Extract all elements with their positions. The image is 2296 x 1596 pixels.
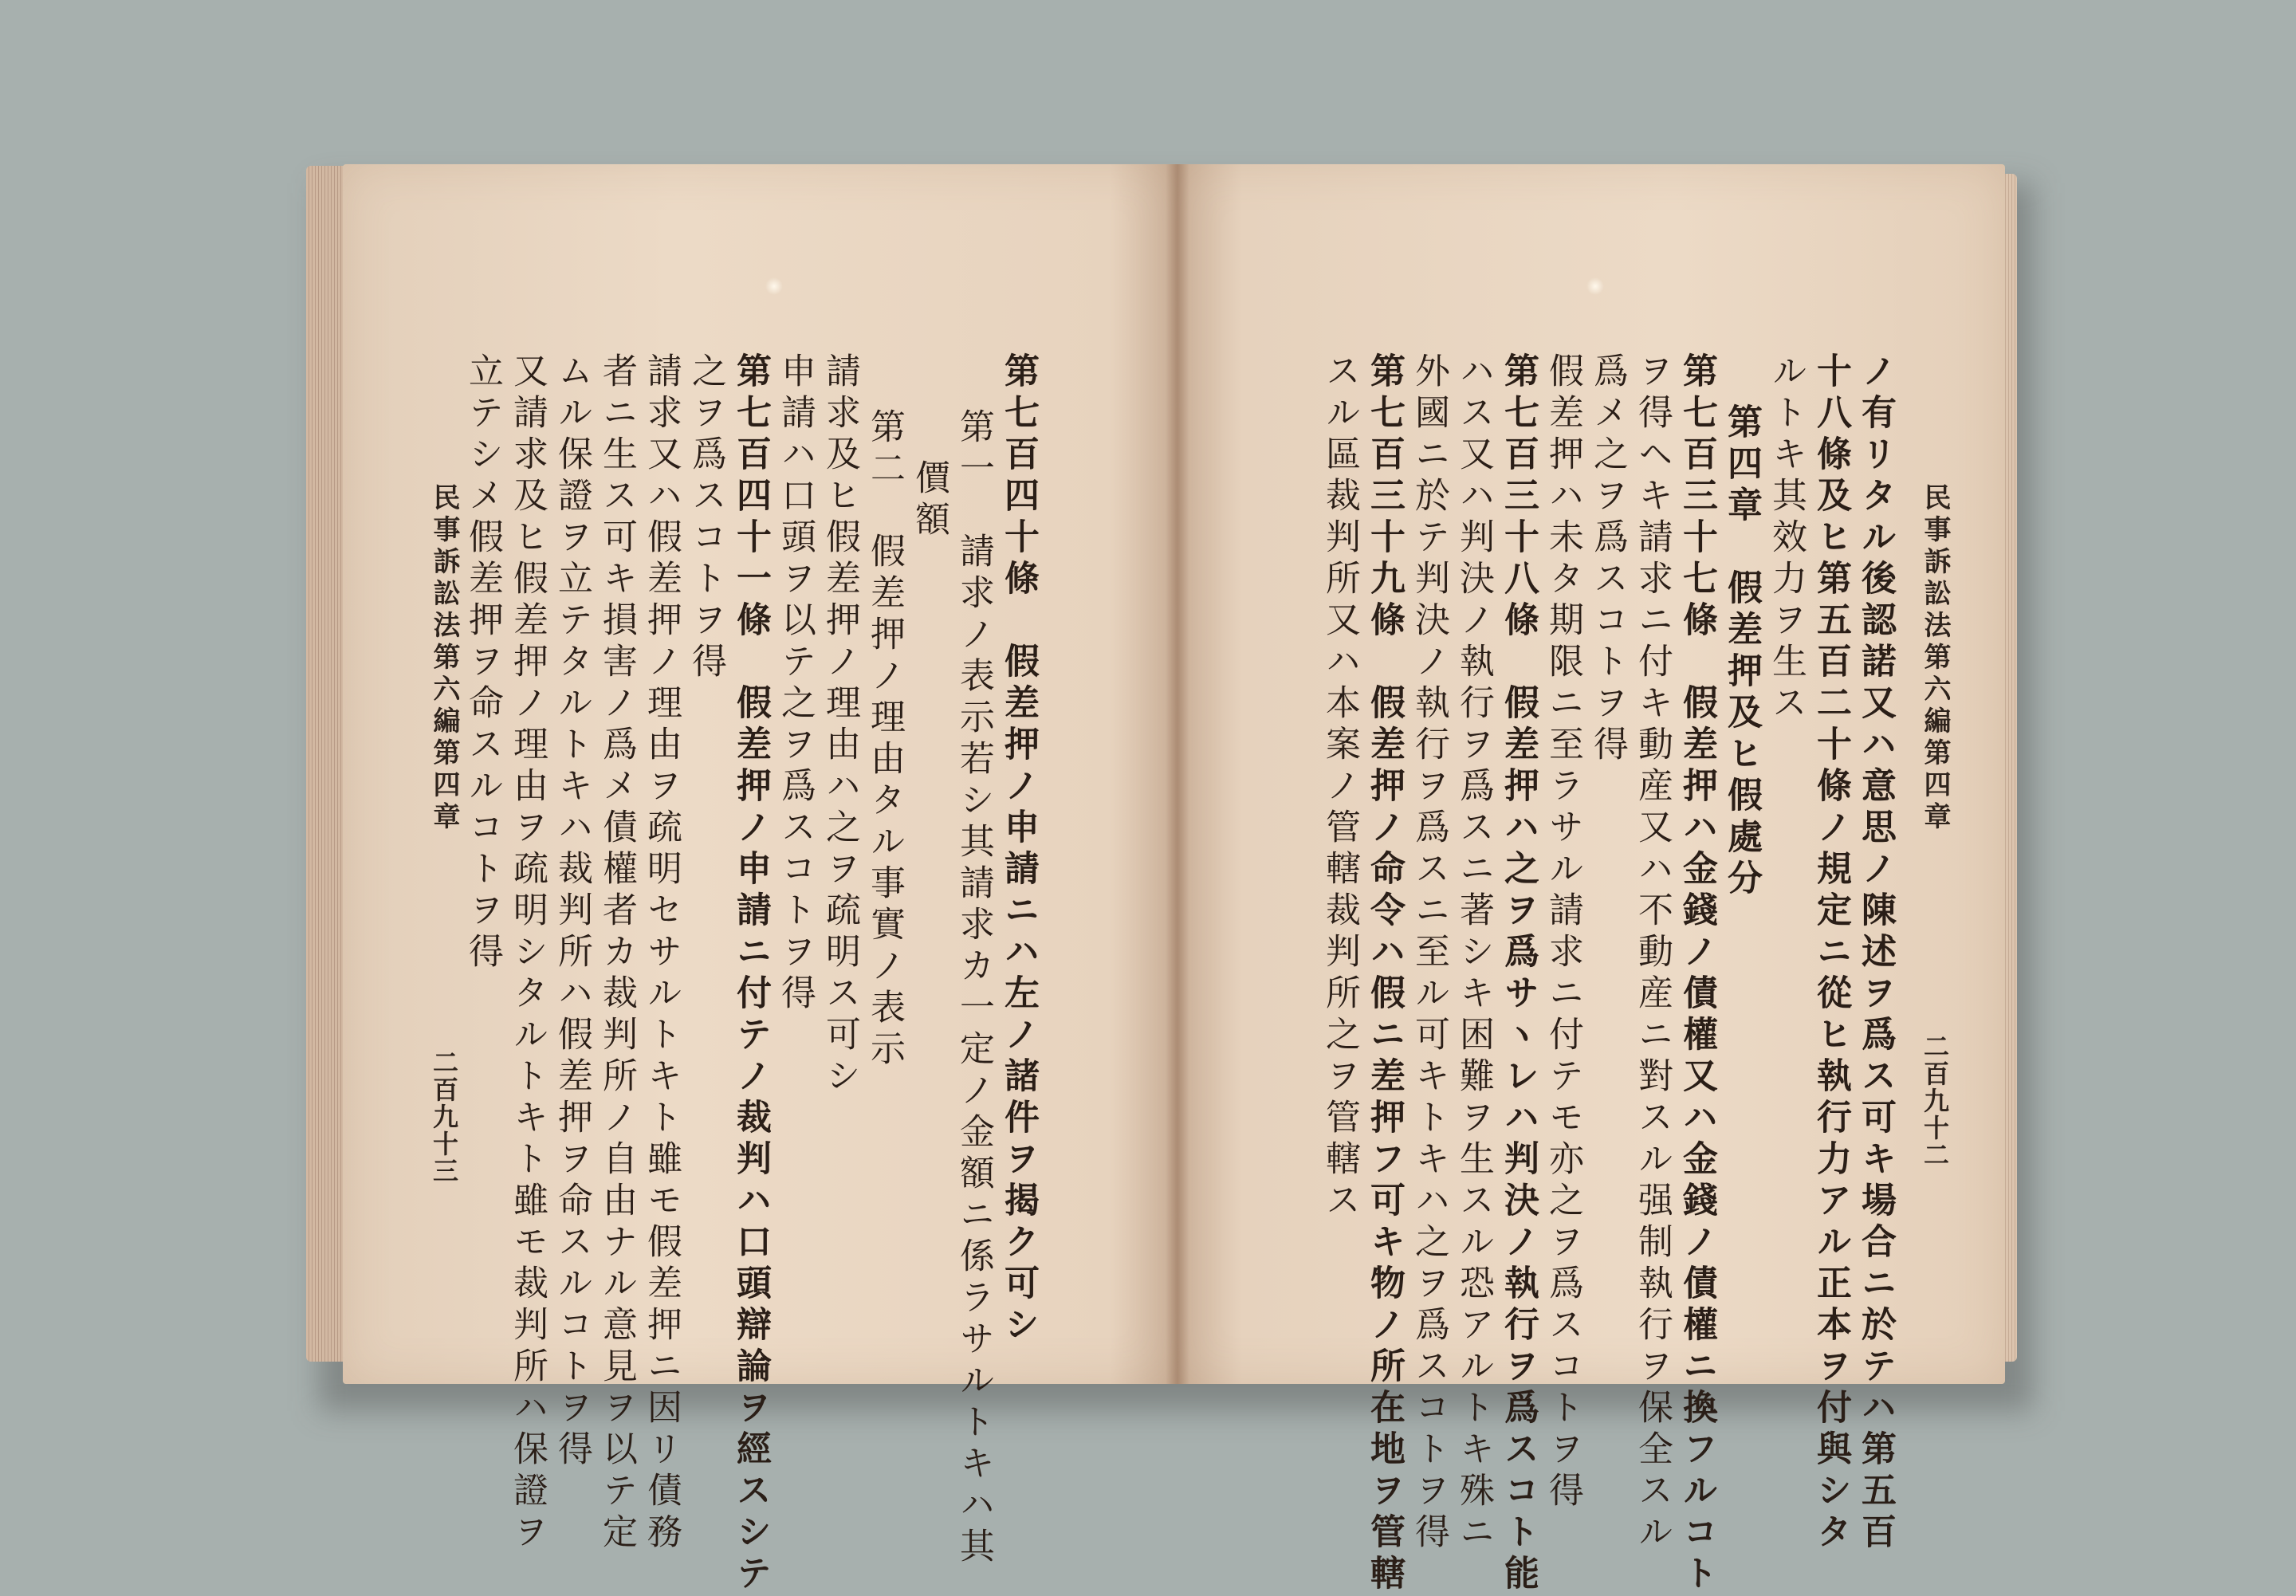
text-line: 第一 請求ノ表示若シ其請求カ一定ノ金額ニ係ラサルトキハ其: [953, 408, 994, 1569]
text-line: 第七百四十一條 假差押ノ申請ニ付テノ裁判ハ口頭辯論ヲ經スシテ: [730, 352, 771, 1596]
text-line: 第七百四十條 假差押ノ申請ニハ左ノ諸件ヲ揭ク可シ: [998, 352, 1039, 1347]
text-line: 第四章 假差押及ヒ假處分: [1721, 403, 1762, 901]
page-number: 二百九十三: [429, 1049, 459, 1185]
text-line: 第七百三十九條 假差押ノ命令ハ假ニ差押フ可キ物ノ所在地ヲ管轄: [1364, 352, 1405, 1596]
text-line: 之ヲ爲スコトヲ得: [686, 352, 726, 684]
right-page: [1176, 164, 2005, 1596]
text-line: ノ有リタル後認諾又ハ意思ノ陳述ヲ爲ス可キ場合ニ於テハ第五百: [1855, 352, 1896, 1555]
text-line: 第七百三十七條 假差押ハ金錢ノ債權又ハ金錢ノ債權ニ換フルコト: [1677, 352, 1717, 1596]
text-line: 請求及ヒ假差押ノ理由ハ之ヲ疏明ス可シ: [820, 352, 860, 1099]
text-line: 假差押ハ未タ期限ニ至ラサル請求ニ付テモ亦之ヲ爲スコトヲ得: [1543, 352, 1583, 1513]
text-line: 十八條及ヒ第五百二十條ノ規定ニ從ヒ執行力アル正本ヲ付與シタ: [1810, 352, 1851, 1555]
text-line: ルトキ其效力ヲ生ス: [1766, 352, 1807, 725]
text-line: 申請ハ口頭ヲ以テ之ヲ爲スコトヲ得: [775, 352, 816, 1016]
text-line: 外國ニ於テ判決ノ執行ヲ爲スニ至ル可キトキハ之ヲ爲スコトヲ得: [1409, 352, 1449, 1555]
left-page: [343, 164, 1176, 1596]
book-spine: [1166, 164, 1189, 1384]
text-line: 又請求及ヒ假差押ノ理由ヲ疏明シタルトキト雖モ裁判所ハ保證ヲ: [507, 352, 548, 1555]
text-line: 價額: [909, 459, 949, 542]
running-header: 民事訴訟法第六編第四章: [428, 483, 460, 834]
page-number: 二百九十二: [1920, 1033, 1950, 1169]
text-line: スル區裁判所又ハ本案ノ管轄裁判所之ヲ管轄ス: [1319, 352, 1360, 1223]
text-line: ハス又ハ判決ノ執行ヲ爲スニ著シキ困難ヲ生スル恐アルトキ殊ニ: [1453, 352, 1494, 1555]
paper-spot: [1586, 277, 1604, 295]
text-line: 立テシメ假差押ヲ命スルコトヲ得: [462, 352, 503, 974]
running-header: 民事訴訟法第六編第四章: [1919, 483, 1951, 834]
text-line: ヲ得ヘキ請求ニ付キ動産又ハ不動産ニ對スル强制執行ヲ保全スル: [1632, 352, 1673, 1555]
text-line: ムル保證ヲ立テタルトキハ裁判所ハ假差押ヲ命スルコトヲ得: [552, 352, 592, 1472]
text-line: 第二 假差押ノ理由タル事實ノ表示: [864, 408, 905, 1071]
text-line: 請求又ハ假差押ノ理由ヲ疏明セサルトキト雖モ假差押ニ因リ債務: [641, 352, 682, 1555]
text-line: 爲メ之ヲ爲スコトヲ得: [1587, 352, 1628, 767]
text-line: 第七百三十八條 假差押ハ之ヲ爲サヽレハ判決ノ執行ヲ爲スコト能: [1498, 352, 1539, 1596]
text-line: 者ニ生ス可キ損害ノ爲メ債權者カ裁判所ノ自由ナル意見ヲ以テ定: [596, 352, 637, 1555]
paper-spot: [765, 277, 783, 295]
